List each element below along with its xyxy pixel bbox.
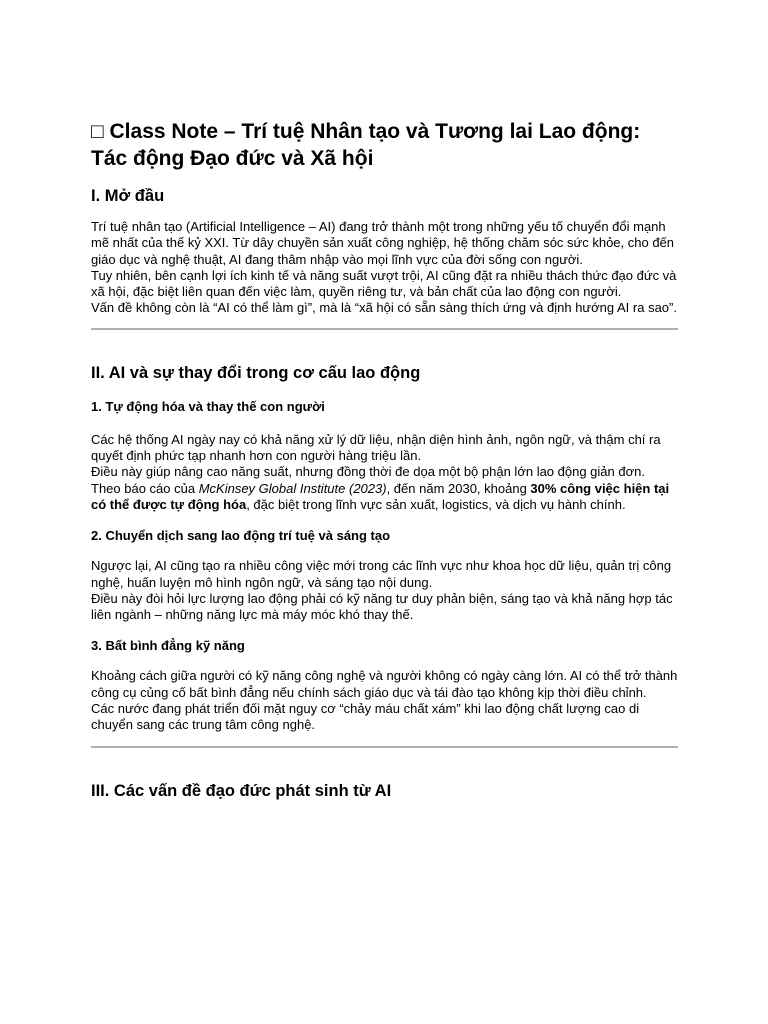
automation-paragraph-3	[91, 481, 678, 514]
subsection-heading-automation: 1. Tự động hóa và thay thế con người	[91, 398, 325, 414]
section-heading-labor-structure: II. AI và sự thay đổi trong cơ cấu lao động	[91, 363, 421, 382]
subsection-heading-creative-shift: 2. Chuyển dịch sang lao động trí tuệ và sáng tạo	[91, 528, 391, 544]
report-middle-text: , đến năm 2030, khoảng	[386, 480, 531, 496]
creative-shift-paragraph-1: Ngược lại, AI cũng tạo ra nhiều công việc mới trong các lĩnh vực như khoa học dữ liệu, quản trị công nghệ, huấn luyện mô hình ngôn ngữ, và sáng tạo nội dung.	[91, 558, 672, 590]
intro-paragraph	[91, 219, 678, 317]
report-key-finding: 30% công việc hiện tại có thể được tự động hóa	[91, 480, 670, 512]
report-source-name: McKinsey Global Institute (2023)	[198, 480, 387, 496]
automation-paragraph	[91, 432, 678, 513]
document-title	[91, 118, 678, 172]
subsection-heading-skill-inequality: 3. Bất bình đẳng kỹ năng	[91, 638, 245, 654]
intro-paragraph-3: Vấn đề không còn là “AI có thể làm gì”, mà là “xã hội có sẵn sàng thích ứng và định hướng AI ra sao”.	[91, 300, 677, 316]
report-end-text: , đặc biệt trong lĩnh vực sản xuất, logistics, và dịch vụ hành chính.	[246, 496, 626, 512]
report-intro-text: Theo báo cáo của	[91, 480, 199, 496]
section-heading-intro: I. Mở đầu	[91, 187, 165, 205]
document-page	[91, 118, 678, 802]
skill-inequality-paragraph-2: Các nước đang phát triển đối mặt nguy cơ “chảy máu chất xám” khi lao động chất lượng cao di chuyển sang các trung tâm công nghệ.	[91, 701, 640, 733]
section-divider	[91, 746, 678, 748]
intro-paragraph-2: Tuy nhiên, bên cạnh lợi ích kinh tế và năng suất vượt trội, AI cũng đặt ra nhiều thách thức đạo đức và xã hội, đặc biệt liên quan đến việc làm, quyền riêng tư, và bản chất của lao động con người.	[91, 267, 677, 300]
creative-shift-paragraph-2: Điều này đòi hỏi lực lượng lao động phải có kỹ năng tư duy phản biện, sáng tạo và khả năng hợp tác liên ngành – những năng lực mà máy móc khó thay thế.	[91, 590, 673, 623]
document-title-line-1: □ Class Note – Trí tuệ Nhân tạo và Tương lai Lao động:	[91, 120, 641, 143]
skill-inequality-paragraph-1: Khoảng cách giữa người có kỹ năng công nghệ và người không có ngày càng lớn. AI có thể trở thành công cụ củng cố bất bình đẳng nếu chính sách giáo dục và tái đào tạo không kịp thời điều chỉnh.	[91, 668, 678, 700]
creative-shift-paragraph	[91, 558, 678, 623]
section-heading-ethics: III. Các vấn đề đạo đức phát sinh từ AI	[91, 781, 392, 800]
document-title-line-2: Tác động Đạo đức và Xã hội	[91, 147, 374, 170]
automation-paragraph-2: Điều này giúp nâng cao năng suất, nhưng đồng thời đe dọa một bộ phận lớn lao động giản đơn.	[91, 464, 645, 480]
section-divider	[91, 328, 678, 330]
skill-inequality-paragraph	[91, 668, 678, 733]
automation-paragraph-1: Các hệ thống AI ngày nay có khả năng xử lý dữ liệu, nhận diện hình ảnh, ngôn ngữ, và thậm chí ra quyết định phức tạp nhanh hơn con người hàng triệu lần.	[91, 431, 661, 464]
intro-paragraph-1: Trí tuệ nhân tạo (Artificial Intelligence – AI) đang trở thành một trong những yếu tố chuyển đổi mạnh mẽ nhất của thế kỷ XXI. Từ dây chuyền sản xuất công nghiệp, hệ thống chăm sóc sức khỏe, cho đến giáo dục và nghệ thuật, AI đang thâm nhập vào mọi lĩnh vực của đời sống con người.	[91, 219, 675, 267]
